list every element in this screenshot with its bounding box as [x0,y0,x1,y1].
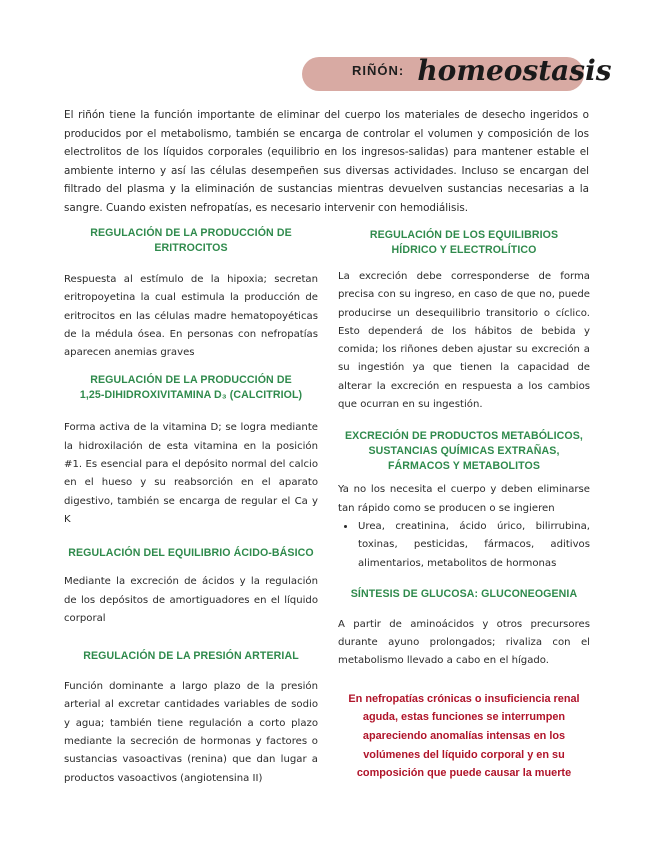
list-item: • Urea, creatinina, ácido úrico, bilirrubina, toxinas, pesticidas, fármacos, aditivos alimentarios, metabolitos de hormonas [356,518,590,573]
section-text: Respuesta al estímulo de la hipoxia; secretan eritropoyetina la cual estimula la producción de eritrocitos en las células madre hematopoyéticas de la médula ósea. En personas con nefropatías aparecen anemias graves [64,274,318,359]
substances-list [338,518,590,573]
kidney-label: RIÑÓN: [352,63,405,78]
section-water-electrolyte [338,228,590,414]
section-blood-pressure [64,649,318,788]
section-calcitriol [64,373,318,529]
homeostasis-title: homeostasis [417,54,612,87]
section-heading: REGULACIÓN DEL EQUILIBRIO ÁCIDO-BÁSICO [68,547,314,560]
section-heading: REGULACIÓN DE LA PRESIÓN ARTERIAL [83,650,299,663]
section-text: A partir de aminoácidos y otros precursores durante ayuno prolongados; rivaliza con el metabolismo llevado a cabo en el hígado. [338,618,590,667]
section-text: Forma activa de la vitamina D; se logra mediante la hidroxilación de esta vitamina en la posición #1. Es esencial para el depósito normal del calcio en el hueso y su reabsorción en el aparato digestivo, también se encarga de regular el Ca y K [64,422,318,525]
right-column [338,228,590,783]
section-heading: REGULACIÓN DE LOS EQUILIBRIOS HÍDRICO Y ELECTROLÍTICO [369,229,559,256]
section-heading: EXCRECIÓN DE PRODUCTOS METABÓLICOS, SUSTANCIAS QUÍMICAS EXTRAÑAS, FÁRMACOS Y METABOLITOS [345,430,583,473]
section-text: La excreción debe corresponderse de forma precisa con su ingreso, en caso de que no, puede producirse un desequilibrio transitorio o cíclico. Esto dependerá de los hábitos de bebida y comida; los riñones deben ajustar su excreción a su ingestión ya que tienen la capacidad de alterar la excreción en respuesta a los cambios que ocurran en su ingestión. [338,271,590,411]
section-text: Ya no los necesita el cuerpo y deben eliminarse tan rápido como se producen o se ingieren [338,484,590,514]
page-title [352,54,611,87]
section-heading: SÍNTESIS DE GLUCOSA: GLUCONEOGENIA [350,587,578,600]
section-acid-base [64,546,318,628]
intro-paragraph: El riñón tiene la función importante de eliminar del cuerpo los materiales de desecho ingeridos o producidos por el metabolismo, también se encarga de controlar el volumen y composición de los electrolitos de los líquidos corporales (equilibrio en los ingresos-salidas) para mantener estable el ambiente interno y así las células desempeñen sus diversas actividades. Incluso se encargan del filtrado del plasma y la eliminación de sustancias mientras devuelven sustancias necesarias a la sangre. Cuando existen nefropatías, es necesario intervenir con hemodiálisis. [64,109,589,214]
section-excretion [338,429,590,572]
section-heading: REGULACIÓN DE LA PRODUCCIÓN DE 1,25-DIHIDROXIVITAMINA D₃ (CALCITRIOL) [79,374,303,402]
section-text: Función dominante a largo plazo de la presión arterial al excretar cantidades variables de sodio y agua; también tiene regulación a corto plazo mediante la secreción de hormonas y factores o sustancias vasoactivas (renina) que dan lugar a productos vasoactivos (angiotensina II) [64,681,318,784]
warning-note: En nefropatías crónicas o insuficiencia renal aguda, estas funciones se interrumpen apareciendo anomalías intensas en los volúmenes del líquido corporal y en su composición que puede causar la muerte [348,692,580,780]
section-heading: REGULACIÓN DE LA PRODUCCIÓN DE ERITROCITOS [90,227,292,254]
section-gluconeogenesis [338,587,590,671]
section-text: Mediante la excreción de ácidos y la regulación de los depósitos de amortiguadores en el líquido corporal [64,576,318,624]
left-column [64,226,318,788]
section-erythrocytes [64,226,318,362]
